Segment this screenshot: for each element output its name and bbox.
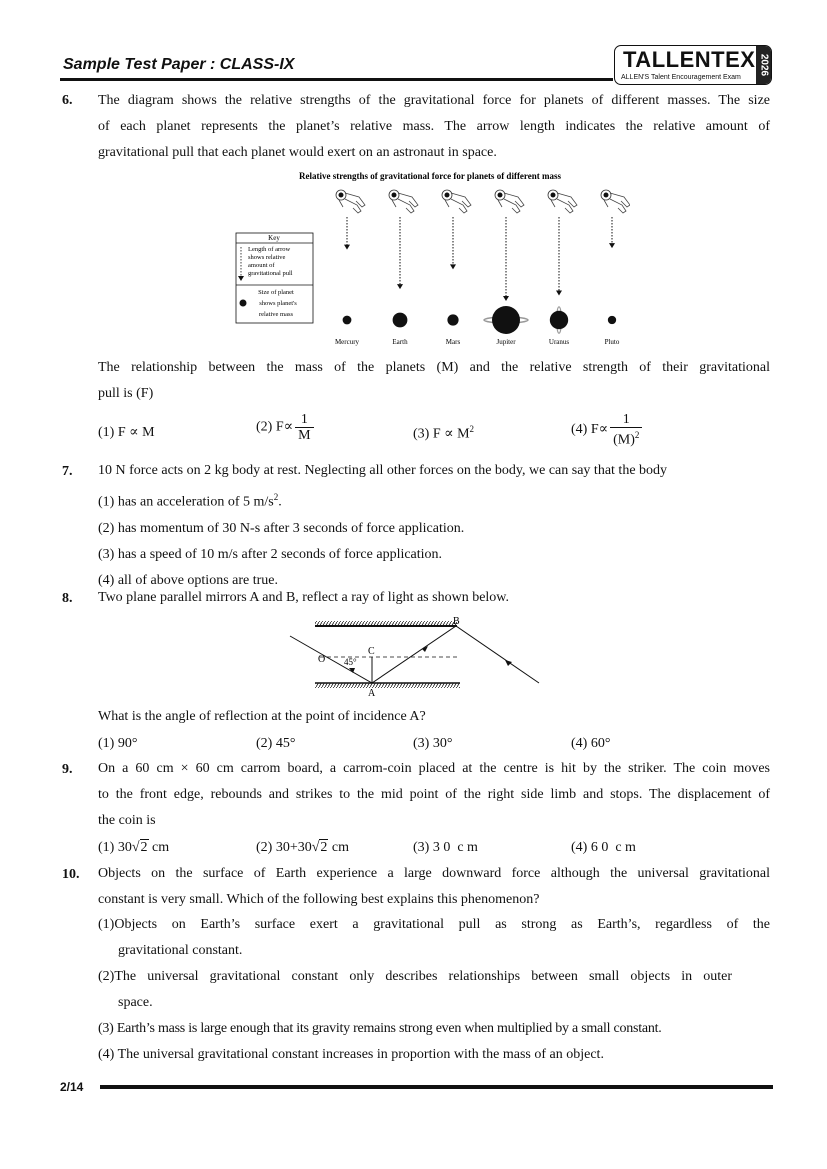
option-label: (2) — [256, 840, 273, 855]
option-1[interactable]: (1) 30√2 cm — [98, 840, 170, 855]
question-9-text — [98, 756, 770, 834]
text-line: On a 60 cm × 60 cm carrom board, a carrom-coin placed at the centre is hit by the striker. The coin moves — [98, 761, 770, 776]
option-text: has momentum of 30 N-s after 3 seconds of force application. — [117, 520, 465, 536]
option-text: 30° — [432, 736, 453, 751]
key-text: Size of planet — [258, 289, 294, 296]
option-1[interactable] — [98, 424, 155, 441]
planet-earth — [393, 313, 408, 328]
tallentex-logo — [614, 45, 772, 85]
ray-arrow-icon — [505, 660, 512, 666]
astronaut-icon — [548, 190, 577, 213]
text-line: Objects on the surface of Earth experience a large downward force although the universal gravitational — [98, 866, 770, 881]
planet-pluto — [608, 316, 616, 324]
question-number: 7. — [62, 464, 73, 479]
key-planet-icon — [240, 300, 247, 307]
option-line — [98, 912, 770, 938]
question-number: 9. — [62, 762, 73, 777]
question-10-options — [98, 912, 770, 1068]
option-2[interactable]: (2) 30+30√2 cm — [256, 840, 350, 855]
option-4[interactable] — [571, 736, 610, 752]
option-text: 45° — [275, 736, 296, 751]
key-text: shows planet's — [259, 300, 297, 307]
key-text: amount of — [248, 262, 275, 269]
fraction — [610, 412, 642, 448]
option-3[interactable] — [98, 542, 770, 568]
question-10-text — [98, 861, 770, 913]
question-number: 8. — [62, 591, 73, 606]
planet-label: Mercury — [334, 338, 360, 346]
option-text: F∝ — [275, 419, 294, 435]
numerator: 1 — [610, 412, 642, 428]
option-text: cm — [148, 840, 170, 855]
question-8-text: Two plane parallel mirrors A and B, reflect a ray of light as shown below. — [98, 590, 509, 605]
text-line: constant is very small. Which of the following best explains this phenomenon? — [98, 892, 540, 907]
label-a: A — [368, 688, 376, 699]
denominator: M — [298, 428, 311, 443]
option-label: (1) — [98, 917, 115, 932]
option-2[interactable] — [98, 516, 770, 542]
key-text: Length of arrow — [248, 246, 291, 253]
page-title: Sample Test Paper : CLASS-IX — [63, 56, 295, 73]
option-label: (1) — [98, 736, 115, 751]
option-label: (1) — [98, 840, 115, 855]
option-label: (3) — [98, 546, 115, 562]
arrow-head-icon — [450, 264, 456, 269]
arrow-head-icon — [397, 284, 403, 289]
option-text: 6 0 c m — [590, 840, 636, 855]
text-line: 10 N force acts on 2 kg body at rest. Neglecting all other forces on the body, we can say that the body — [98, 463, 668, 478]
option-1[interactable] — [98, 736, 137, 752]
option-text: space. — [118, 995, 153, 1010]
option-4[interactable] — [98, 1042, 770, 1068]
astronaut-icon — [442, 190, 471, 213]
arrow-head-icon — [556, 290, 562, 295]
option-text: Objects on Earth’s surface exert a gravitational pull as strong as Earth’s, regardless of the — [114, 917, 770, 932]
planet-label: Mars — [445, 338, 461, 346]
option-label: (1) — [98, 425, 115, 440]
option-label: (4) — [98, 572, 115, 588]
header-divider — [60, 78, 613, 81]
option-label: (4) — [571, 840, 588, 855]
option-text: The universal gravitational constant only describes relationships between small objects in outer — [114, 969, 732, 984]
option-text: F∝ — [590, 422, 609, 438]
option-label: (3) — [413, 840, 430, 855]
logo-subtitle: ALLEN'S Talent Encouragement Exam — [621, 74, 741, 81]
option-text: all of above options are true. — [117, 572, 278, 588]
text-line: the coin is — [98, 813, 156, 828]
denominator — [610, 428, 642, 448]
option-text: . — [278, 494, 282, 510]
option-label: (2) — [256, 736, 273, 751]
text-line: gravitational pull that each planet would exert on an astronaut in space. — [98, 145, 497, 160]
label-c: C — [368, 646, 375, 657]
option-label: (2) — [256, 419, 273, 435]
text-line: to the front edge, rebounds and strikes to the mid point of the right side limb and stops. The displacement of — [98, 787, 770, 802]
option-text: gravitational constant. — [118, 943, 243, 958]
text-line: pull is (F) — [98, 386, 154, 401]
sqrt-radicand: 2 — [320, 840, 328, 855]
denominator-text: (M) — [613, 432, 635, 448]
option-3[interactable] — [413, 736, 452, 752]
text-line: of each planet represents the planet’s relative mass. The arrow length indicates the relative amount of — [98, 119, 770, 134]
option-3[interactable] — [413, 840, 478, 856]
planet-mercury — [343, 316, 352, 325]
option-label: (3) — [98, 1021, 114, 1036]
option-text: 30+30 — [275, 840, 312, 855]
astronaut-icon — [601, 190, 630, 213]
text-line: The relationship between the mass of the planets (M) and the relative strength of their gravitational — [98, 360, 770, 375]
option-label: (3) — [413, 426, 430, 442]
text-line: The diagram shows the relative strengths of the gravitational force for planets of different masses. The size — [98, 93, 770, 108]
arrow-head-icon — [344, 245, 350, 250]
arrow-head-icon — [503, 296, 509, 301]
key-text: relative mass — [258, 311, 294, 318]
planet-label: Earth — [392, 338, 408, 346]
option-4[interactable] — [571, 412, 642, 448]
logo-year-badge — [756, 46, 771, 84]
option-3[interactable] — [413, 424, 474, 443]
gravity-diagram — [230, 165, 630, 350]
superscript: 2 — [469, 424, 475, 434]
option-2[interactable] — [98, 964, 770, 1016]
option-label: (4) — [571, 422, 588, 438]
diagram-title: Relative strengths of gravitational force for planets of different mass — [298, 171, 562, 181]
angle-label: 45° — [344, 657, 357, 667]
mirror-a — [315, 683, 460, 688]
planet-mars — [447, 314, 458, 325]
option-text: Earth’s mass is large enough that its gravity remains strong even when multiplied by a small constant. — [116, 1021, 662, 1036]
option-text: F ∝ M — [432, 426, 470, 442]
option-3[interactable] — [98, 1016, 770, 1042]
option-label: (1) — [98, 494, 115, 510]
option-4[interactable] — [571, 840, 636, 856]
option-1[interactable] — [98, 484, 770, 516]
option-label: (2) — [98, 969, 115, 984]
option-text: has a speed of 10 m/s after 2 seconds of force application. — [117, 546, 443, 562]
arrow-head-icon — [609, 243, 615, 248]
option-2[interactable] — [256, 736, 295, 752]
option-text: has an acceleration of 5 m/s — [117, 494, 274, 510]
superscript: 2 — [634, 430, 640, 440]
question-8-followup: What is the angle of reflection at the point of incidence A? — [98, 709, 426, 724]
key-title: Key — [268, 234, 280, 242]
label-b: B — [453, 616, 460, 627]
footer-divider — [100, 1085, 773, 1089]
planet-label: Pluto — [604, 338, 620, 346]
question-7-text — [98, 458, 770, 594]
option-text: 30 — [117, 840, 132, 855]
option-1[interactable] — [98, 912, 770, 964]
question-6-text — [98, 88, 770, 166]
option-label: (3) — [413, 736, 430, 751]
planet-label: Uranus — [548, 338, 570, 346]
option-2[interactable] — [256, 412, 314, 443]
option-text: F ∝ M — [117, 425, 155, 440]
planet-label: Jupiter — [496, 338, 516, 346]
logo-year: 2026 — [758, 53, 769, 77]
mirror-diagram — [280, 612, 560, 702]
option-label: (4) — [571, 736, 588, 751]
question-number: 6. — [62, 93, 73, 108]
astronaut-icon — [389, 190, 418, 213]
logo-wordmark: TALLENTEX — [623, 47, 756, 72]
key-text: gravitational pull — [248, 270, 293, 277]
astronaut-icon — [336, 190, 365, 213]
label-o: O — [318, 654, 326, 665]
question-6-followup — [98, 355, 770, 407]
fraction — [295, 412, 313, 443]
numerator: 1 — [295, 412, 313, 428]
question-number: 10. — [62, 867, 80, 882]
planet-jupiter — [492, 306, 520, 334]
diagram-key — [236, 233, 313, 323]
option-text: 60° — [590, 736, 611, 751]
key-text: shows relative — [248, 254, 286, 261]
option-text: cm — [328, 840, 350, 855]
light-ray — [290, 626, 539, 683]
planet-uranus — [550, 311, 568, 329]
page-number: 2/14 — [60, 1080, 84, 1094]
mirror-b — [315, 621, 457, 626]
option-label: (2) — [98, 520, 115, 536]
option-text: The universal gravitational constant increases in proportion with the mass of an object. — [117, 1047, 604, 1062]
option-label: (4) — [98, 1047, 115, 1062]
astronaut-icon — [495, 190, 524, 213]
option-line — [98, 964, 732, 990]
option-text: 3 0 c m — [432, 840, 478, 855]
sqrt-radicand: 2 — [140, 840, 148, 855]
option-text: 90° — [117, 736, 138, 751]
superscript: 2 — [273, 492, 279, 502]
